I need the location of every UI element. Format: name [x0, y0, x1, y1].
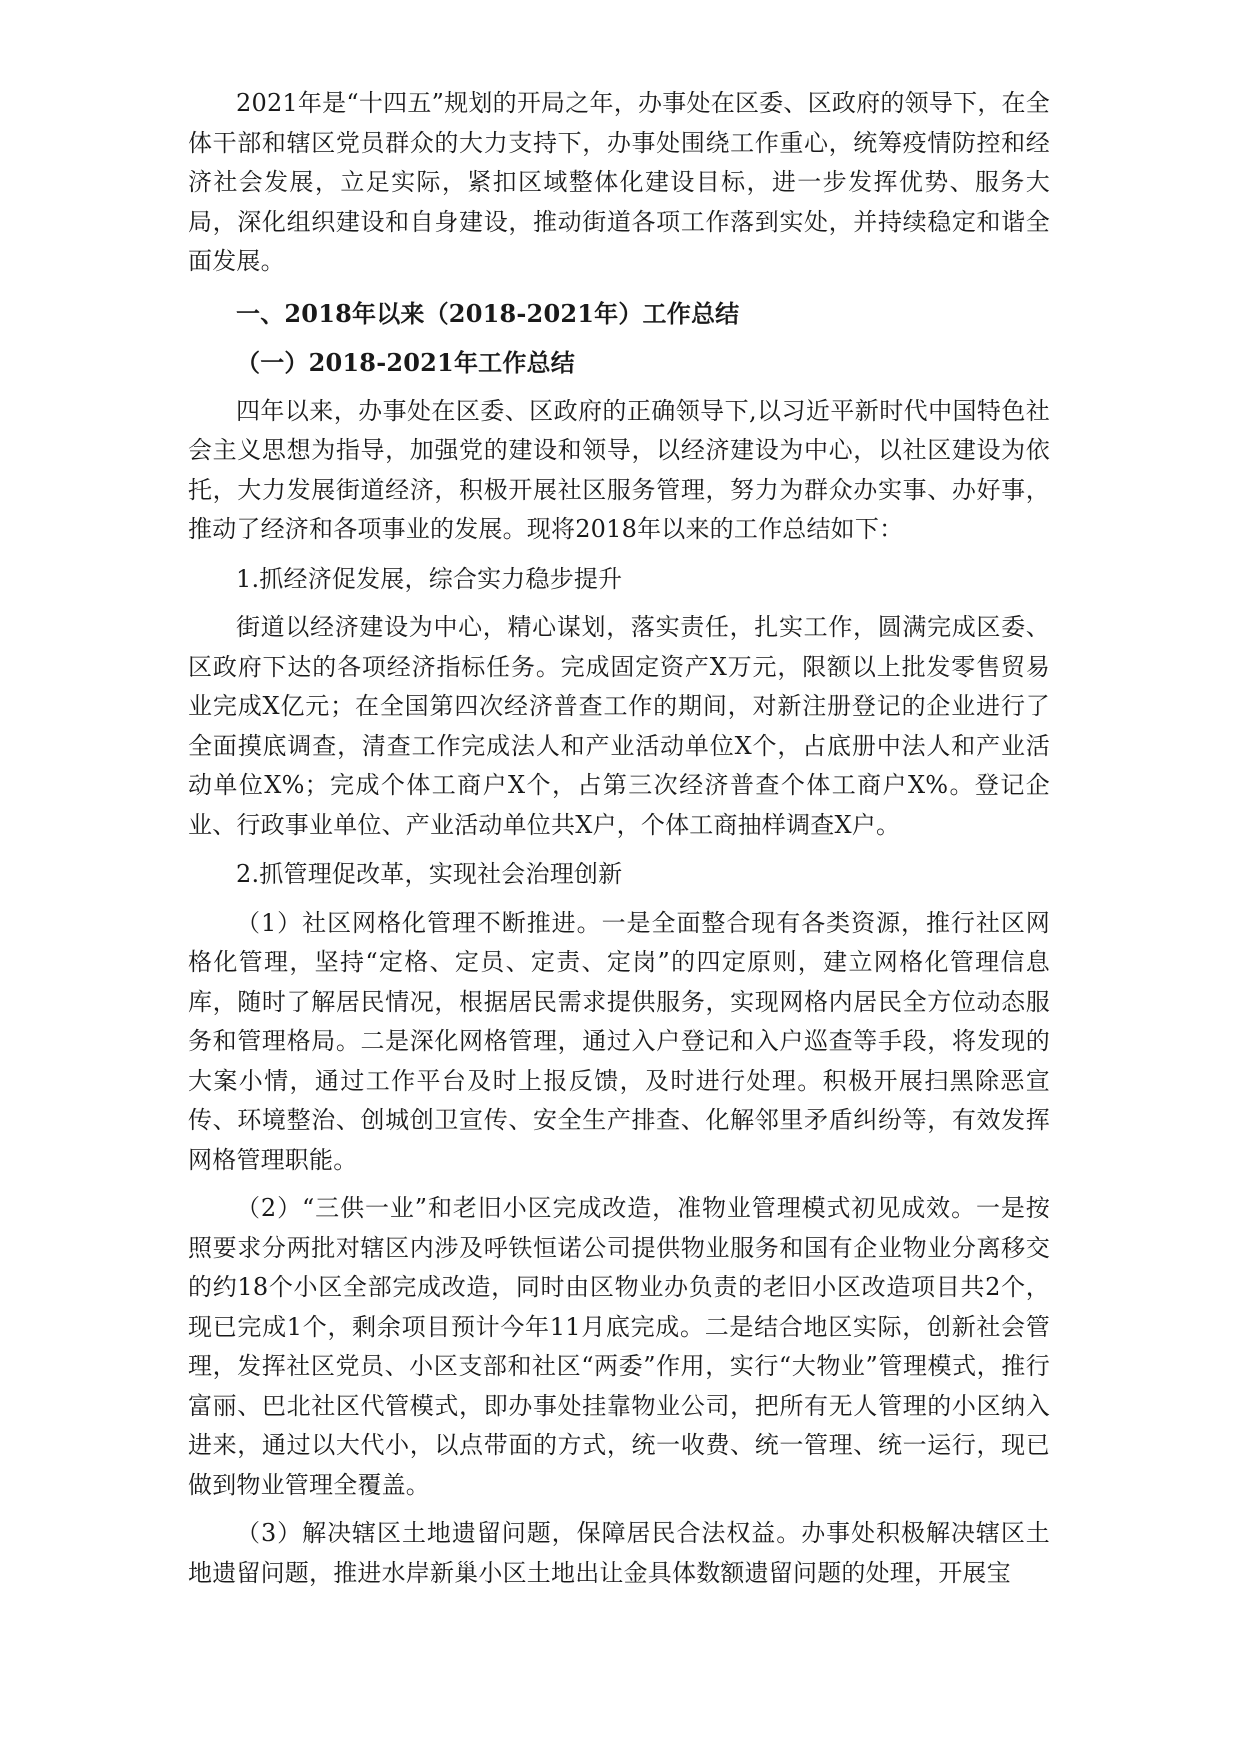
subsection-heading: （一）2018-2021年工作总结: [236, 348, 575, 377]
section-heading: 一、2018年以来（2018-2021年）工作总结: [236, 298, 740, 328]
summary-paragraph: 四年以来，办事处在区委、区政府的正确领导下,以习近平新时代中国特色社会主义思想为指导，加强党的建设和领导，以经济建设为中心，以社区建设为依托，大力发展街道经济，积极开展社区服务管理，努力为群众办实事、办好事，推动了经济和各项事业的发展。现将2018年以来的工作总结如下：: [188, 396, 1050, 543]
intro-paragraph: 2021年是“十四五”规划的开局之年，办事处在区委、区政府的领导下，在全体干部和辖区党员群众的大力支持下，办事处围绕工作重心，统筹疫情防控和经济社会发展，立足实际，紧扣区域整体化建设目标，进一步发挥优势、服务大局，深化组织建设和自身建设，推动街道各项工作落到实处，并持续稳定和谐全面发展。: [188, 89, 1050, 275]
grid-management-paragraph: （1）社区网格化管理不断推进。一是全面整合现有各类资源，推行社区网格化管理，坚持“定格、定员、定责、定岗”的四定原则，建立网格化管理信息库，随时了解居民情况，根据居民需求提供服务，实现网格内居民全方位动态服务和管理格局。二是深化网格管理，通过入户登记和入户巡查等手段，将发现的大案小情，通过工作平台及时上报反馈，及时进行处理。积极开展扫黑除恶宣传、环境整治、创城创卫宣传、安全生产排查、化解邻里矛盾纠纷等，有效发挥网格管理职能。: [188, 908, 1050, 1174]
document-body: [188, 84, 1050, 1593]
item-heading-management: 2.抓管理促改革，实现社会治理创新: [236, 860, 623, 888]
item-heading-economy: 1.抓经济促发展，综合实力稳步提升: [236, 564, 623, 593]
property-management-paragraph: （2）“三供一业”和老旧小区完成改造，准物业管理模式初见成效。一是按照要求分两批对辖区内涉及呼铁恒诺公司提供物业服务和国有企业物业分离移交的约18个小区全部完成改造，同时由区物业办负责的老旧小区改造项目共2个，现已完成1个，剩余项目预计今年11月底完成。二是结合地区实际，创新社会管理，发挥社区党员、小区支部和社区“两委”作用，实行“大物业”管理模式，推行富丽、巴北社区代管模式，即办事处挂靠物业公司，把所有无人管理的小区纳入进来，通过以大代小，以点带面的方式，统一收费、统一管理、统一运行，现已做到物业管理全覆盖。: [188, 1194, 1050, 1499]
economy-paragraph: 街道以经济建设为中心，精心谋划，落实责任，扎实工作，圆满完成区委、区政府下达的各项经济指标任务。完成固定资产X万元，限额以上批发零售贸易业完成X亿元；在全国第四次经济普查工作的期间，对新注册登记的企业进行了全面摸底调查，清查工作完成法人和产业活动单位X个，占底册中法人和产业活动单位X%；完成个体工商户X个，占第三次经济普查个体工商户X%。登记企业、行政事业单位、产业活动单位共X户，个体工商抽样调查X户。: [188, 613, 1050, 839]
land-issue-paragraph: （3）解决辖区土地遗留问题，保障居民合法权益。办事处积极解决辖区土地遗留问题，推进水岸新巢小区土地出让金具体数额遗留问题的处理，开展宝: [188, 1519, 1050, 1587]
